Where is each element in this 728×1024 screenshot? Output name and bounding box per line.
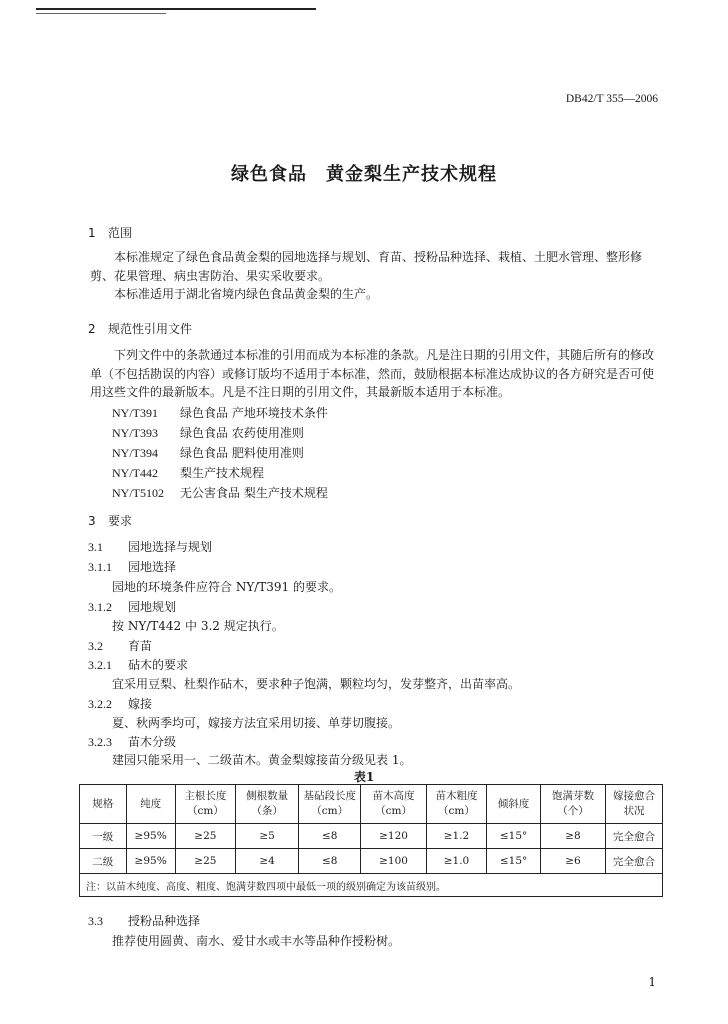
subsection-number: 3.2.1 [88,658,112,672]
table-cell: ≥25 [175,824,235,849]
subsection-number: 3.1.2 [88,600,112,614]
table-header-cell: 纯度 [126,785,175,824]
table-cell: ≤15° [487,849,541,874]
subsection-text: 建园只能采用一、二级苗木。黄金梨嫁接苗分级见表 1。 [112,753,412,767]
table-cell: ≥5 [236,824,299,849]
subsection-text: 夏、秋两季均可，嫁接方法宜采用切接、单芽切腹接。 [112,716,401,730]
page-number: 1 [648,975,656,989]
subsection-title: 园地选择与规划 [128,540,213,554]
section-title: 范围 [108,226,133,240]
subsection-number: 3.2.2 [88,697,112,711]
subsection-title: 苗木分级 [128,735,177,749]
subsection-title: 嫁接 [128,697,153,711]
subsection-title: 园地规划 [128,600,177,614]
table-cell: ≥25 [175,849,235,874]
table-cell: ≤8 [299,824,361,849]
subsection-title: 育苗 [128,639,153,653]
ref-name: 绿色食品 农药使用准则 [180,426,304,440]
paragraph: 下列文件中的条款通过本标准的引用而成为本标准的条款。凡是注日期的引用文件，其随后所有的修改单（不包括勘误的内容）或修订版均不适用于本标准，然而，鼓励根据本标准达成协议的各方研究是否可使用这些文件的最新版本。凡是不注日期的引用文件，其最新版本适用于本标准。 [90,348,655,399]
ref-code: NY/T393 [112,426,158,440]
subsection-number: 3.2 [88,639,103,653]
table-header-cell: 侧根数量（条） [236,785,299,824]
subsection-3-3 [88,912,200,929]
seedling-grade-table [79,784,663,897]
ref-name: 梨生产技术规程 [180,466,265,480]
paragraph: 本标准适用于湖北省境内绿色食品黄金梨的生产。 [114,287,379,301]
section-title: 要求 [108,514,133,528]
subsection-text: 按 NY/T442 中 3.2 规定执行。 [112,619,284,633]
table-cell: 完全愈合 [605,824,662,849]
section-3-heading [88,512,132,529]
table-header-cell: 嫁接愈合状况 [605,785,662,824]
section-number: 2 [88,322,96,336]
ref-name: 绿色食品 肥料使用准则 [180,446,304,460]
subsection-text: 宜采用豆梨、杜梨作砧木，要求种子饱满，颗粒均匀，发芽整齐，出苗率高。 [112,677,521,691]
ref-code: NY/T5102 [112,486,164,500]
subsection-number: 3.3 [88,914,103,928]
table-cell: ≥1.2 [426,824,486,849]
subsection-title: 砧木的要求 [128,658,189,672]
table-cell: ≤8 [299,849,361,874]
table-note: 注：以苗木纯度、高度、粗度、饱满芽数四项中最低一项的级别确定为该苗级别。 [80,874,663,897]
section-number: 1 [88,226,96,240]
ref-name: 绿色食品 产地环境技术条件 [180,406,328,420]
reference-item [112,484,328,502]
reference-item [112,424,304,442]
subsection-3-1 [88,538,212,555]
ref-code: NY/T442 [112,466,158,480]
table-cell: ≥1.0 [426,849,486,874]
table-header-cell: 基砧段长度（cm） [299,785,361,824]
table-cell: ≥95% [126,849,175,874]
table-cell: ≤15° [487,824,541,849]
header-rule [36,8,316,10]
table-note-row [80,874,663,897]
table-cell: ≥95% [126,824,175,849]
subsection-3-2-3 [88,733,176,750]
subsection-number: 3.1.1 [88,560,112,574]
subsection-title: 园地选择 [128,560,177,574]
table-cell: ≥6 [541,849,606,874]
table-caption: 表1 [353,770,375,784]
table-cell: 二级 [80,849,127,874]
section-number: 3 [88,514,96,528]
ref-code: NY/T394 [112,446,158,460]
subsection-3-2-1 [88,656,188,673]
subsection-3-1-2 [88,598,176,615]
subsection-number: 3.2.3 [88,735,112,749]
table-header-cell: 苗木高度（cm） [361,785,427,824]
subsection-3-2-2 [88,695,152,712]
subsection-text: 园地的环境条件应符合 NY/T391 的要求。 [112,580,342,594]
table-cell: ≥8 [541,824,606,849]
reference-item [112,464,264,482]
section-1-body [90,248,660,304]
ref-code: NY/T391 [112,406,158,420]
subsection-3-1-1 [88,558,176,575]
table-cell: 一级 [80,824,127,849]
subsection-text: 推荐使用圆黄、南水、爱甘水或丰水等品种作授粉树。 [112,934,401,948]
table-header-cell: 规格 [80,785,127,824]
subsection-3-2 [88,637,152,654]
subsection-title: 授粉品种选择 [128,914,201,928]
standard-code: DB42/T 355—2006 [565,93,658,105]
table-header-cell: 饱满芽数（个） [541,785,606,824]
table-header-cell: 主根长度（cm） [175,785,235,824]
table-cell: 完全愈合 [605,849,662,874]
section-1-heading [88,224,132,241]
table-cell: ≥120 [361,824,427,849]
document-title: 绿色食品 黄金梨生产技术规程 [231,164,497,185]
ref-name: 无公害食品 梨生产技术规程 [180,486,328,500]
reference-item [112,444,304,462]
table-row [80,824,663,849]
table-header-row [80,785,663,824]
table-cell: ≥4 [236,849,299,874]
header-rule-thin [36,13,166,14]
reference-item [112,404,328,422]
section-2-body [90,346,660,402]
table-row [80,849,663,874]
section-2-heading [88,320,192,337]
table-header-cell: 苗木粗度（cm） [426,785,486,824]
paragraph: 本标准规定了绿色食品黄金梨的园地选择与规划、育苗、授粉品种选择、栽植、土肥水管理、整形修剪、花果管理、病虫害防治、果实采收要求。 [90,250,643,283]
table-header-cell: 倾斜度 [487,785,541,824]
section-title: 规范性引用文件 [108,322,193,336]
subsection-number: 3.1 [88,540,103,554]
table-cell: ≥100 [361,849,427,874]
